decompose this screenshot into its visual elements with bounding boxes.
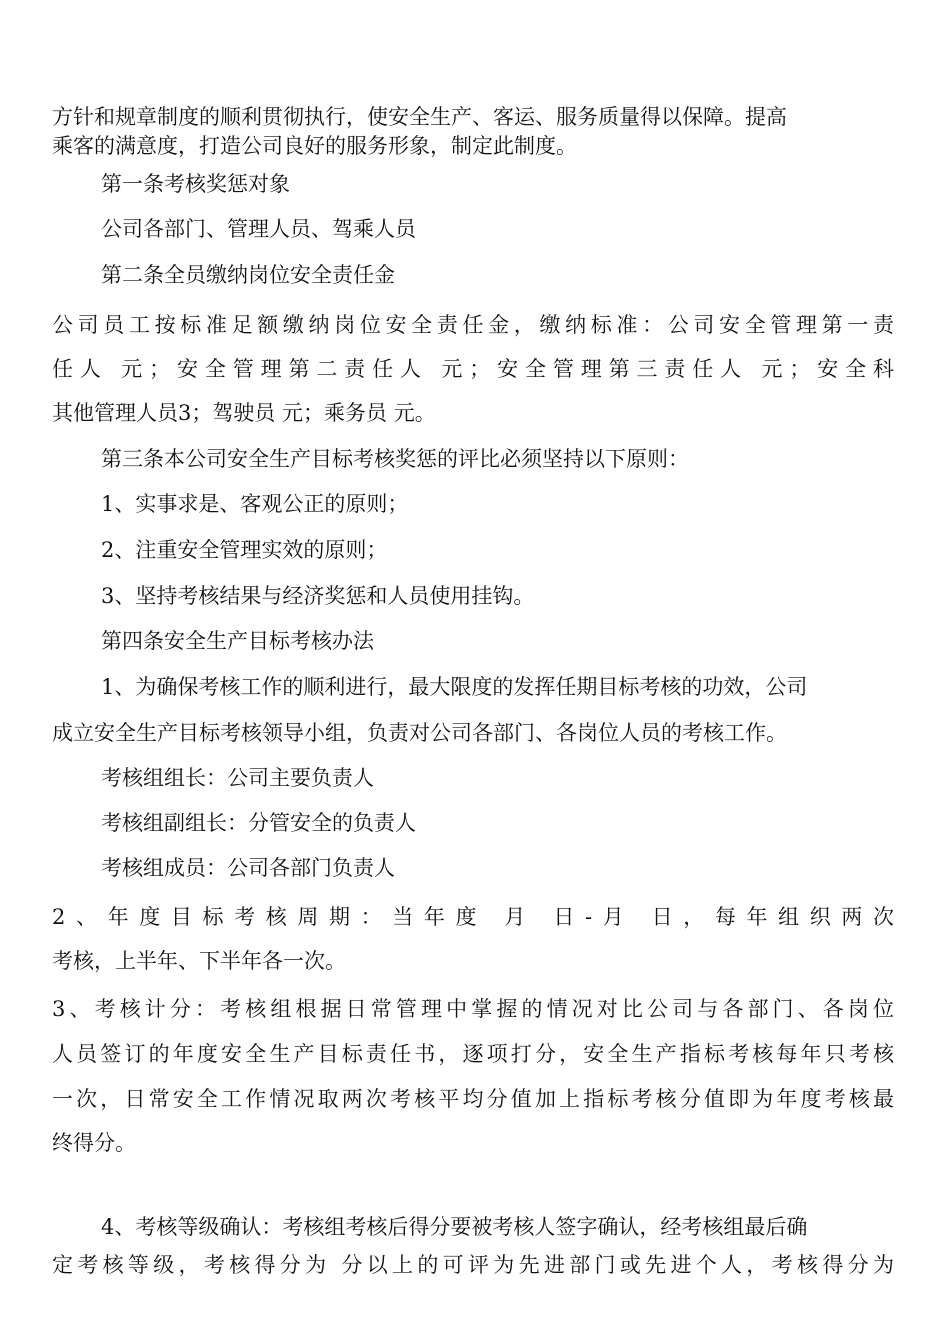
text-line: 定考核等级，考核得分为 分以上的可评为先进部门或先进个人，考核得分为 — [52, 1253, 894, 1277]
text-line: 乘客的满意度，打造公司良好的服务形象，制定此制度。 — [52, 134, 577, 158]
text-line: 考核组副组长：分管安全的负责人 — [101, 811, 416, 835]
article-heading: 第一条考核奖惩对象 — [101, 172, 290, 196]
text-line: 考核组组长：公司主要负责人 — [101, 766, 374, 790]
text-line: 公司各部门、管理人员、驾乘人员 — [101, 217, 416, 241]
text-line: 2、年度目标考核周期：当年度 月 日-月 日，每年组织两次 — [52, 905, 894, 929]
article-heading: 第三条本公司安全生产目标考核奖惩的评比必须坚持以下原则： — [101, 447, 689, 471]
text-line: 一次，日常安全工作情况取两次考核平均分值加上指标考核分值即为年度考核最 — [52, 1087, 894, 1111]
list-item: 2、注重安全管理实效的原则； — [101, 538, 388, 562]
list-item: 3、坚持考核结果与经济奖惩和人员使用挂钩。 — [101, 584, 535, 608]
text-line: 考核组成员：公司各部门负责人 — [101, 856, 395, 880]
text-line: 人员签订的年度安全生产目标责任书，逐项打分，安全生产指标考核每年只考核 — [52, 1042, 894, 1066]
text-line: 1、为确保考核工作的顺利进行，最大限度的发挥任期目标考核的功效，公司 — [101, 675, 808, 699]
text-line: 方针和规章制度的顺利贯彻执行，使安全生产、客运、服务质量得以保障。提高 — [52, 105, 787, 129]
text-line: 终得分。 — [52, 1131, 136, 1155]
text-line: 公司员工按标准足额缴纳岗位安全责任金，缴纳标准：公司安全管理第一责 — [52, 313, 894, 337]
text-line: 3、考核计分：考核组根据日常管理中掌握的情况对比公司与各部门、各岗位 — [52, 997, 894, 1021]
article-heading: 第四条安全生产目标考核办法 — [101, 629, 374, 653]
article-heading: 第二条全员缴纳岗位安全责任金 — [101, 263, 395, 287]
text-line: 成立安全生产目标考核领导小组，负责对公司各部门、各岗位人员的考核工作。 — [52, 721, 787, 745]
text-line: 其他管理人员3；驾驶员 元；乘务员 元。 — [52, 401, 436, 425]
list-item: 1、实事求是、客观公正的原则； — [101, 492, 409, 516]
text-line: 考核，上半年、下半年各一次。 — [52, 949, 346, 973]
text-line: 4、考核等级确认：考核组考核后得分要被考核人签字确认，经考核组最后确 — [101, 1215, 808, 1239]
text-line: 任人 元；安全管理第二责任人 元；安全管理第三责任人 元；安全科 — [52, 357, 894, 381]
